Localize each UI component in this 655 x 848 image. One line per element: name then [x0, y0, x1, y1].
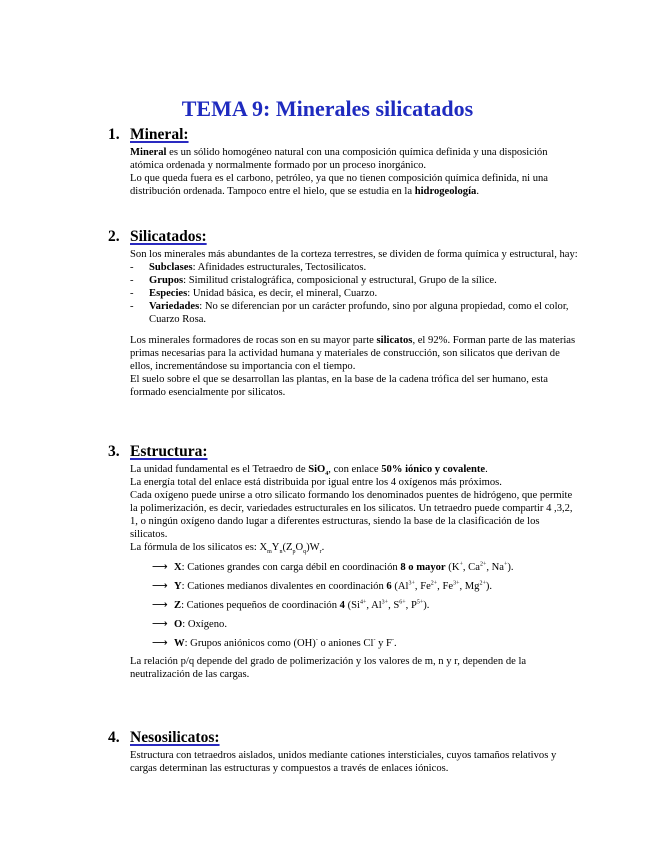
section-title: Mineral: [130, 126, 189, 143]
arrow-right-icon: ⟶ [152, 579, 168, 592]
section-nesosilicatos [108, 729, 578, 775]
section-silicatados [108, 228, 578, 399]
section-heading [108, 443, 578, 461]
section-title: Silicatados: [130, 228, 207, 245]
section-number: 2. [108, 228, 120, 245]
arrow-right-icon: ⟶ [152, 617, 168, 630]
classification-list [130, 261, 578, 326]
paragraph: Son los minerales más abundantes de la corteza terrestres, se dividen de forma química y estructural, hay: [130, 249, 578, 260]
section-title: Estructura: [130, 443, 208, 460]
paragraph: Mineral es un sólido homogéneo natural con una composición química definida y una disposición atómica ordenada y normalmente formado por un proceso inorgánico. [130, 147, 548, 171]
list-item: - Subclases: Afinidades estructurales, Tectosilicatos. [130, 261, 578, 274]
section-heading [108, 228, 578, 246]
list-item: - Especies: Unidad básica, es decir, el mineral, Cuarzo. [130, 287, 578, 300]
section-title: Nesosilicatos: [130, 729, 220, 746]
arrow-right-icon: ⟶ [152, 560, 168, 573]
section-number: 1. [108, 126, 120, 143]
paragraph: Estructura con tetraedros aislados, unidos mediante cationes intersticiales, cuyos tamaños relativos y cargas determinan las estructuras y compuestos a través de enlaces iónicos. [130, 750, 557, 774]
list-item: ⟶ X: Cationes grandes con carga débil en coordinación 8 o mayor (K+, $Ca^{2+}$, Na+). [152, 560, 514, 573]
section-mineral [108, 126, 578, 198]
list-item: ⟶ Y: Cationes medianos divalentes en coordinación 6 ($Al^{3+}$, $Fe^{2+}$, $Fe^{3+}$, $Mg^{2+}$). [152, 579, 493, 592]
arrow-right-icon: ⟶ [152, 598, 168, 611]
silicate-formula: La fórmula de los silicatos es: $X_mY_n(Z_pO_q)W_r$. [130, 542, 325, 556]
paragraph: Lo que queda fuera es el carbono, petróleo, ya que no tienen composición química definida, ni una distribución ordenada. Tampoco entre el hielo, que se estudia en la hidrogeología. [130, 173, 549, 197]
list-item: ⟶ O: Oxígeno. [152, 617, 227, 630]
section-number: 4. [108, 729, 120, 746]
arrow-right-icon: ⟶ [152, 636, 168, 649]
paragraph: El suelo sobre el que se desarrollan las plantas, en la base de la cadena trófica del ser humano, esta formado esencialmente por silicatos. [130, 374, 548, 398]
paragraph: La energía total del enlace está distribuida por igual entre los 4 oxígenos más próximos. [130, 477, 502, 488]
paragraph: La unidad fundamental es el Tetraedro de SiO$_4$, con enlace 50% iónico y covalente. [130, 464, 488, 478]
section-heading [108, 126, 578, 144]
list-item: - Grupos: Similitud cristalográfica, composicional y estructural, Grupo de la sílice. [130, 274, 578, 287]
section-number: 3. [108, 443, 120, 460]
list-item: ⟶ Z: Cationes pequeños de coordinación 4 ($Si^{4+}$, $Al^{3+}$, $S^{6+}$, $P^{5+}$). [152, 598, 430, 611]
section-estructura [108, 443, 578, 681]
paragraph: La relación p/q depende del grado de polimerización y los valores de m, n y r, dependen de la neutralización de las cargas. [130, 656, 527, 680]
paragraph: Cada oxígeno puede unirse a otro silicato formando los denominados puentes de hidrógeno, que permite la polimerización, es decir, variedades estructurales en los silicatos. Un tetraedro puede compartir 4 ,3,2, 1, o ningún oxígeno dando lugar a diferentes estructuras, siendo la base de la clasificación de los silicatos. [130, 490, 573, 540]
page-title: TEMA 9: Minerales silicatados [181, 96, 474, 121]
paragraph: Los minerales formadores de rocas son en su mayor parte silicatos, el 92%. Forman parte de las materias primas necesarias para la actividad humana y materiales de construcción, son silicatos que derivan de ellos, incrementándose su importancia con el tiempo. [130, 335, 576, 372]
list-item: - Variedades: No se diferencian por un carácter profundo, sino por alguna propiedad, como el color, Cuarzo Rosa. [130, 300, 578, 326]
list-item: ⟶ W: Grupos aniónicos como (OH)- o aniones Cl- y F-. [152, 636, 397, 649]
formula-terms-list [152, 560, 578, 650]
section-heading [108, 729, 578, 747]
